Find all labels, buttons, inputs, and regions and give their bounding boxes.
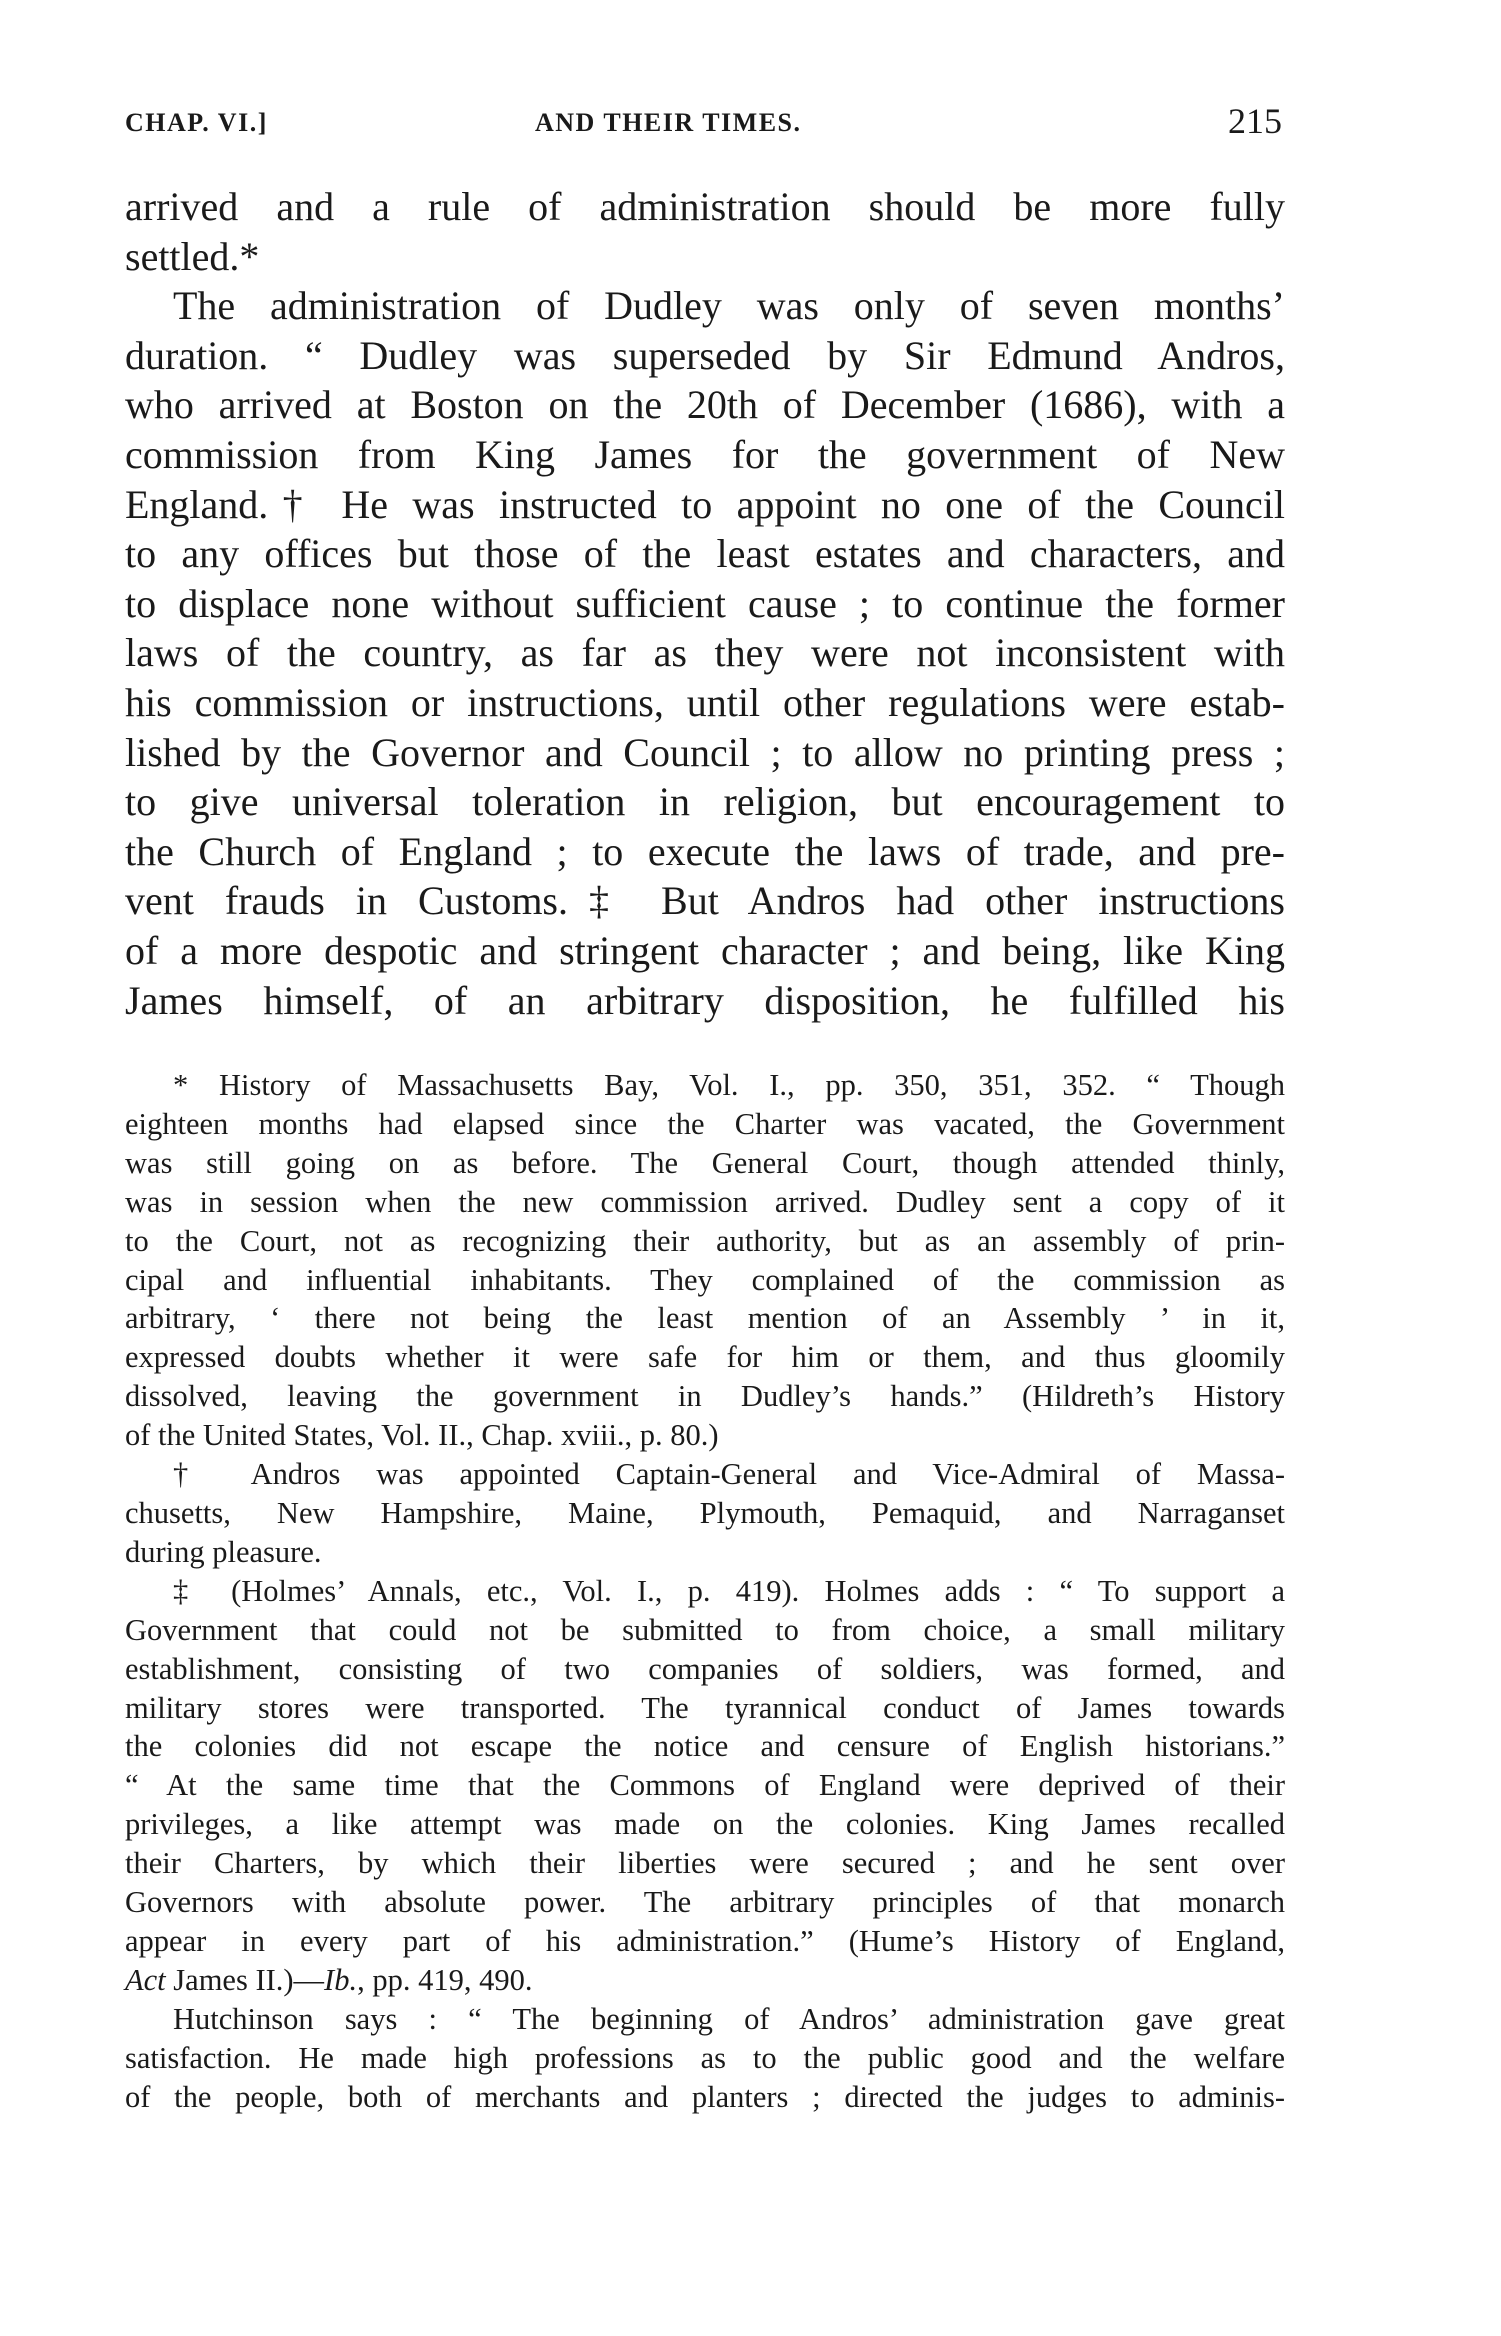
body-line: to give universal toleration in religion, but encouragement to bbox=[125, 779, 1285, 825]
ib-italic: Ib. bbox=[324, 1962, 358, 1997]
footnote-line: ‡ (Holmes’ Annals, etc., Vol. I., p. 419). Holmes adds : “ To support a bbox=[173, 1573, 1285, 1608]
footnote-line: during pleasure. bbox=[125, 1534, 322, 1569]
body-line: The administration of Dudley was only of seven months’ bbox=[173, 283, 1285, 329]
footnote-star bbox=[125, 1066, 1285, 1455]
footnote-line: Government that could not be submitted to from choice, a small military bbox=[125, 1612, 1285, 1647]
footnote-line: privileges, a like attempt was made on the colonies. King James recalled bbox=[125, 1807, 1285, 1842]
footnotes bbox=[125, 1066, 1285, 2116]
act-italic: Act bbox=[125, 1962, 166, 1997]
pages-ref: , pp. 419, 490. bbox=[357, 1962, 533, 1997]
body-line: England.† He was instructed to appoint no one of the Council bbox=[125, 481, 1285, 527]
footnote-line: * History of Massachusetts Bay, Vol. I., pp. 350, 351, 352. “ Though bbox=[173, 1068, 1285, 1102]
footnote-line: their Charters, by which their liberties were secured ; and he sent over bbox=[125, 1846, 1285, 1881]
page-number: 215 bbox=[1228, 101, 1282, 141]
footnote-line bbox=[125, 1961, 1285, 2000]
footnote-line: establishment, consisting of two companies of soldiers, was formed, and bbox=[125, 1651, 1285, 1686]
footnote-line: to the Court, not as recognizing their authority, but as an assembly of prin- bbox=[125, 1223, 1285, 1258]
footnote-line: expressed doubts whether it were safe for him or them, and thus gloomily bbox=[125, 1340, 1285, 1375]
body-line: the Church of England ; to execute the laws of trade, and pre- bbox=[125, 828, 1285, 874]
chapter-label: CHAP. VI.] bbox=[125, 108, 268, 137]
footnote-line: of the United States, Vol. II., Chap. xviii., p. 80.) bbox=[125, 1418, 719, 1453]
body-line: to displace none without sufficient cause ; to continue the former bbox=[125, 580, 1285, 626]
footnote-line: satisfaction. He made high professions as to the public good and the welfare bbox=[125, 2040, 1285, 2075]
body-line: arrived and a rule of administration should be more fully bbox=[125, 184, 1285, 229]
body-line: of a more despotic and stringent character ; and being, like King bbox=[125, 927, 1285, 973]
body-line: duration. “ Dudley was superseded by Sir Edmund Andros, bbox=[125, 332, 1285, 378]
body-line: settled.* bbox=[125, 233, 260, 279]
footnote-line: the colonies did not escape the notice and censure of English historians.” bbox=[125, 1729, 1285, 1764]
footnote-line: was in session when the new commission arrived. Dudley sent a copy of it bbox=[125, 1184, 1285, 1219]
footnote-line: Governors with absolute power. The arbitrary principles of that monarch bbox=[125, 1885, 1285, 1920]
running-title: AND THEIR TIMES. bbox=[535, 108, 802, 137]
body-line: commission from King James for the government of New bbox=[125, 431, 1285, 477]
footnote-line: eighteen months had elapsed since the Charter was vacated, the Government bbox=[125, 1106, 1285, 1141]
footnote-line: arbitrary, ‘ there not being the least mention of an Assembly ’ in it, bbox=[125, 1301, 1285, 1336]
body-line: to any offices but those of the least estates and characters, and bbox=[125, 531, 1285, 577]
body-line: vent frauds in Customs.‡ But Andros had other instructions bbox=[125, 878, 1285, 924]
james-ref: James II.)— bbox=[165, 1962, 325, 1997]
footnote-line: appear in every part of his administration.” (Hume’s History of England, bbox=[125, 1923, 1285, 1958]
body-line: lished by the Governor and Council ; to allow no printing press ; bbox=[125, 729, 1285, 775]
footnote-line: “ At the same time that the Commons of England were deprived of their bbox=[125, 1768, 1285, 1803]
footnote-line: Hutchinson says : “ The beginning of Andros’ administration gave great bbox=[173, 2001, 1285, 2036]
footnote-line: military stores were transported. The tyrannical conduct of James towards bbox=[125, 1690, 1285, 1725]
footnote-line: was still going on as before. The General Court, though attended thinly, bbox=[125, 1145, 1285, 1180]
footnote-line: chusetts, New Hampshire, Maine, Plymouth, Pemaquid, and Narraganset bbox=[125, 1495, 1285, 1530]
footnote-line: dissolved, leaving the government in Dudley’s hands.” (Hildreth’s History bbox=[125, 1379, 1285, 1414]
footnote-double-dagger bbox=[125, 1572, 1285, 2117]
footnote-line: cipal and influential inhabitants. They complained of the commission as bbox=[125, 1262, 1285, 1297]
body-line: who arrived at Boston on the 20th of December (1686), with a bbox=[125, 382, 1285, 428]
main-text bbox=[125, 182, 1285, 1025]
body-line: James himself, of an arbitrary disposition, he fulfilled his bbox=[125, 977, 1285, 1023]
footnote-line: of the people, both of merchants and planters ; directed the judges to adminis- bbox=[125, 2079, 1285, 2114]
footnote-dagger bbox=[125, 1455, 1285, 1572]
body-line: laws of the country, as far as they were not inconsistent with bbox=[125, 630, 1285, 676]
body-line: his commission or instructions, until other regulations were estab- bbox=[125, 679, 1285, 725]
footnote-line: † Andros was appointed Captain-General and Vice-Admiral of Massa- bbox=[173, 1457, 1285, 1492]
page-header bbox=[125, 100, 1282, 150]
